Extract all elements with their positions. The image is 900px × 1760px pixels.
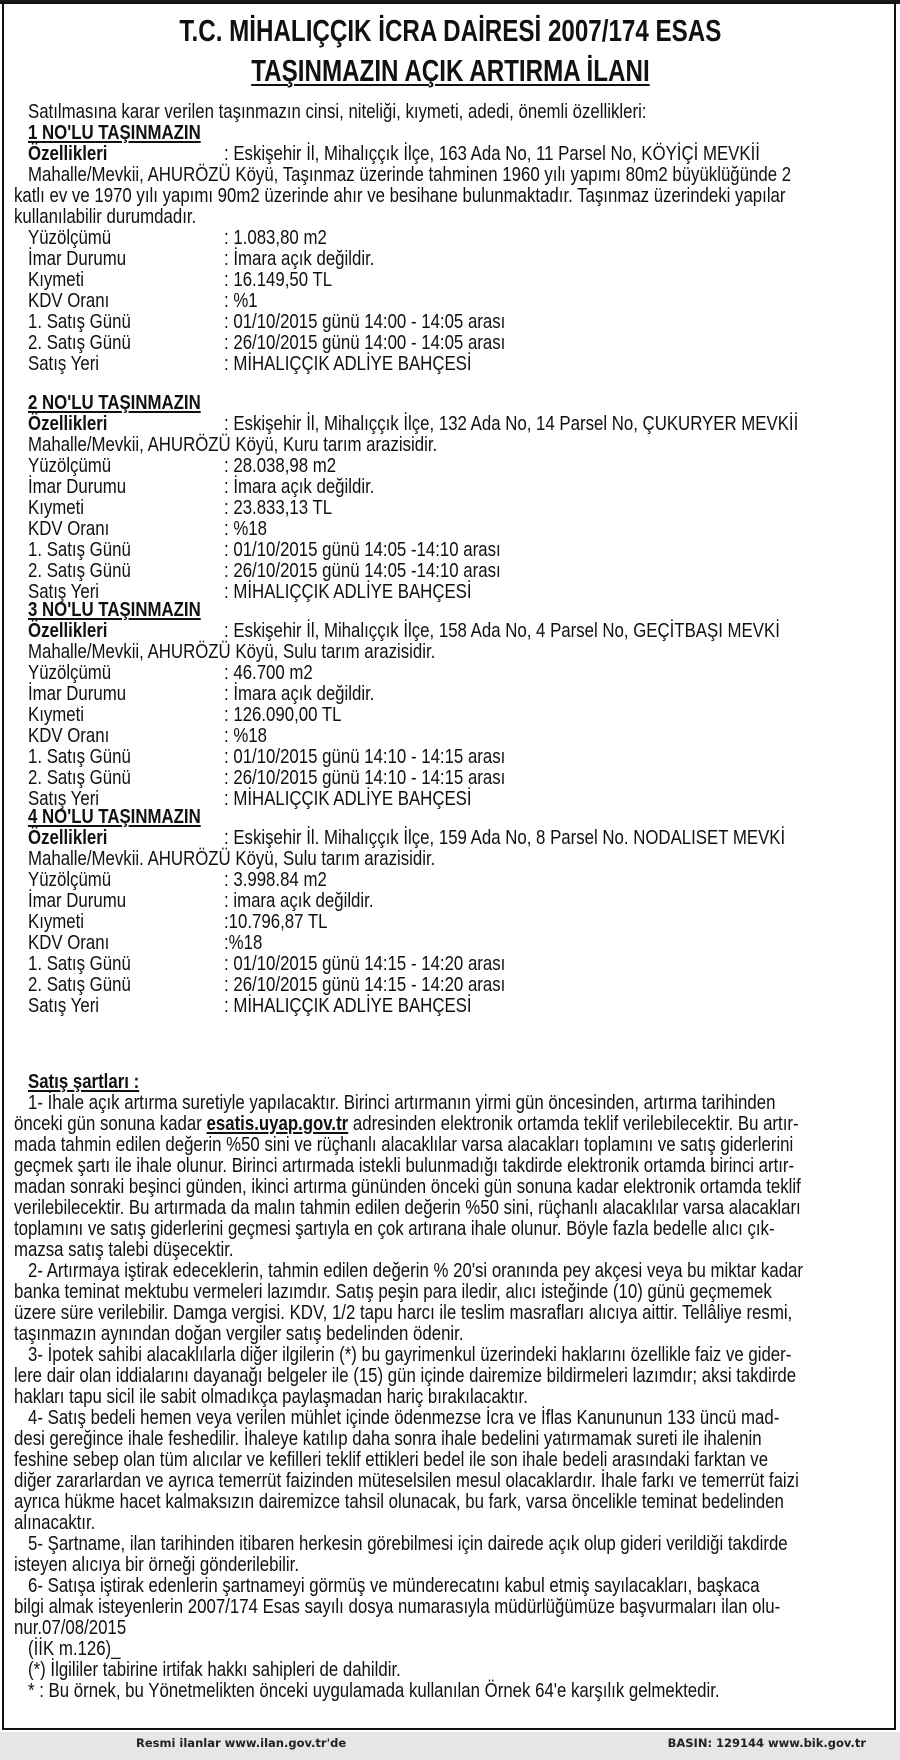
conditions-heading: Satış şartları : xyxy=(28,1070,140,1093)
field-row xyxy=(28,290,888,311)
title-line-1: T.C. MİHALIÇÇIK İCRA DAİRESİ 2007/174 ESAS xyxy=(179,13,721,48)
field-row xyxy=(28,662,888,683)
field-label: İmar Durumu xyxy=(28,247,127,270)
footer-ilan-link[interactable]: Resmi ilanlar www.ilan.gov.tr'de xyxy=(136,1736,347,1750)
features-label: Özellikleri xyxy=(28,619,108,642)
features-continuation: katlı ev ve 1970 yılı yapımı 90m2 üzerinde ahır ve besihane bulunmaktadır. Taşınmaz üzerindeki yapılar xyxy=(14,184,786,207)
field-row xyxy=(28,995,888,1016)
field-label: Yüzölçümü xyxy=(28,454,112,477)
field-label: Kıymeti xyxy=(28,496,85,519)
field-row xyxy=(28,539,888,560)
field-row xyxy=(28,704,888,725)
field-value: : %18 xyxy=(224,724,267,747)
condition-line: desi gereğince ihale feshedilir. İhaleye katılıp daha sonra ihale bedelini yatırmamak sureti ile ihalenin xyxy=(14,1427,762,1450)
features-value: : Eskişehir İl. Mihalıççık İlçe, 159 Ada No, 8 Parsel No. NODALISET MEVKİ xyxy=(224,826,786,849)
field-row xyxy=(28,227,888,248)
field-label: Satış Yeri xyxy=(28,352,100,375)
condition-line: 5- Şartname, ilan tarihinden itibaren herkesin görebilmesi için dairede açık olup gideri verildiği takdirde xyxy=(28,1532,788,1555)
field-value: : MİHALIÇÇIK ADLİYE BAHÇESİ xyxy=(224,580,472,603)
field-label: Yüzölçümü xyxy=(28,661,112,684)
features-continuation: Mahalle/Mevkii, AHURÖZÜ Köyü, Taşınmaz üzerinde tahminen 1960 yılı yapımı 80m2 büyüklüğünde 2 xyxy=(28,163,792,186)
field-value: : 01/10/2015 günü 14:00 - 14:05 arası xyxy=(224,310,506,333)
condition-line: alınacaktır. xyxy=(14,1511,96,1534)
field-row xyxy=(28,455,888,476)
field-label: Satış Yeri xyxy=(28,994,100,1017)
field-row xyxy=(28,476,888,497)
field-row xyxy=(28,869,888,890)
condition-line: taşınmazın aynından doğan vergiler satış bedelinden ödenir. xyxy=(14,1322,464,1345)
features-continuation: Mahalle/Mevkii, AHURÖZÜ Köyü, Sulu tarım arazisidir. xyxy=(28,640,436,663)
condition-line: mada tahmin edilen değerin %50 sini ve rüçhanlı alacaklılar varsa alacakları toplamını ve satış giderlerini xyxy=(14,1133,794,1156)
condition-line: (*) İlgililer tabirine irtifak hakkı sahipleri de dahildir. xyxy=(28,1658,401,1681)
field-row xyxy=(28,248,888,269)
field-row xyxy=(28,353,888,374)
field-value: : %1 xyxy=(224,289,258,312)
field-value: : 28.038,98 m2 xyxy=(224,454,337,477)
features-row xyxy=(28,620,888,641)
features-row xyxy=(28,827,888,848)
field-row xyxy=(28,953,888,974)
field-label: Yüzölçümü xyxy=(28,868,112,891)
field-label: 2. Satış Günü xyxy=(28,331,131,354)
notice-title xyxy=(0,13,900,49)
condition-line: diğer zararlardan ve ayrıca temerrüt faizinden müteselsilen mesul olacaklardır. İhale farkı ve temerrüt faizi xyxy=(14,1469,799,1492)
features-label: Özellikleri xyxy=(28,142,108,165)
field-value: :%18 xyxy=(224,931,263,954)
field-label: İmar Durumu xyxy=(28,682,127,705)
field-label: 1. Satış Günü xyxy=(28,538,131,561)
field-value: : MİHALIÇÇIK ADLİYE BAHÇESİ xyxy=(224,352,472,375)
field-value: : 01/10/2015 günü 14:05 -14:10 arası xyxy=(224,538,501,561)
field-row xyxy=(28,746,888,767)
features-label: Özellikleri xyxy=(28,412,108,435)
condition-line: feshine sebep olan tüm alıcılar ve kefilleri teklif ettikleri bedel ile son ihale bedeli arasındaki farktan ve xyxy=(14,1448,769,1471)
property-heading: 4 NO'LU TAŞINMAZIN xyxy=(28,805,201,828)
condition-line: ayrıca hükme hacet kalmaksızın dairemizce tahsil olunacak, bu fark, varsa öncelikle teminat bedelinden xyxy=(14,1490,784,1513)
condition-line: hakları tapu sicil ile sabit olmadıkça paylaşmadan hariç bırakılacaktır. xyxy=(14,1385,528,1408)
features-row xyxy=(28,143,888,164)
field-label: Kıymeti xyxy=(28,703,85,726)
field-value: : İmara açık değildir. xyxy=(224,475,375,498)
notice-subtitle xyxy=(0,53,900,89)
field-label: 2. Satış Günü xyxy=(28,973,131,996)
condition-line: 6- Satışa iştirak edenlerin şartnameyi görmüş ve münderecatını kabul etmiş sayılacakları, başkaca xyxy=(28,1574,760,1597)
features-label: Özellikleri xyxy=(28,826,108,849)
condition-line: banka teminat mektubu vermeleri lazımdır. Satış peşin para iledir, alıcı isteğinde (10) günü geçmemek xyxy=(14,1280,772,1303)
field-row xyxy=(28,311,888,332)
field-label: 2. Satış Günü xyxy=(28,559,131,582)
condition-line: 1- İhale açık artırma suretiyle yapılacaktır. Birinci artırmanın yirmi gün öncesinden, artırma tarihinden xyxy=(28,1091,776,1114)
field-label: Kıymeti xyxy=(28,268,85,291)
field-label: KDV Oranı xyxy=(28,724,110,747)
field-value: : 26/10/2015 günü 14:00 - 14:05 arası xyxy=(224,331,506,354)
condition-line-with-link: önceki gün sonuna kadar esatis.uyap.gov.tr adresinden elektronik ortamda teklif verilebilecektir. Bu artır- xyxy=(14,1112,799,1135)
field-label: KDV Oranı xyxy=(28,931,110,954)
field-value: : 3.998.84 m2 xyxy=(224,868,327,891)
field-value: : 16.149,50 TL xyxy=(224,268,333,291)
condition-line: nur.07/08/2015 xyxy=(14,1616,127,1639)
features-value: : Eskişehir İl, Mihalıççık İlçe, 163 Ada No, 11 Parsel No, KÖYİÇİ MEVKİİ xyxy=(224,142,760,165)
condition-line: lere dair olan iddialarını dayanağı belgeler ile (15) gün içinde dairemize bildirmeleri lazımdır; aksi takdirde xyxy=(14,1364,797,1387)
field-value: : imara açık değildir. xyxy=(224,889,374,912)
condition-line: 2- Artırmaya iştirak edeceklerin, tahmin edilen değerin % 20'si oranında pey akçesi veya bu miktar kadar xyxy=(28,1259,803,1282)
property-heading: 1 NO'LU TAŞINMAZIN xyxy=(28,121,201,144)
field-value: : 26/10/2015 günü 14:10 - 14:15 arası xyxy=(224,766,506,789)
condition-line: mazsa satış talebi düşecektir. xyxy=(14,1238,234,1261)
field-value: : 01/10/2015 günü 14:10 - 14:15 arası xyxy=(224,745,506,768)
field-value: : 46.700 m2 xyxy=(224,661,313,684)
condition-line: 3- İpotek sahibi alacaklılarla diğer ilgilerin (*) bu gayrimenkul üzerindeki haklarını özellikle faiz ve gider- xyxy=(28,1343,792,1366)
field-row xyxy=(28,332,888,353)
footer-bar xyxy=(0,1732,900,1760)
field-value: : MİHALIÇÇIK ADLİYE BAHÇESİ xyxy=(224,787,472,810)
features-value: : Eskişehir İl, Mihalıççık İlçe, 132 Ada No, 14 Parsel No, ÇUKURYER MEVKİİ xyxy=(224,412,799,435)
field-row xyxy=(28,683,888,704)
features-continuation: Mahalle/Mevkii, AHURÖZÜ Köyü, Kuru tarım arazisidir. xyxy=(28,433,438,456)
field-value: : 26/10/2015 günü 14:05 -14:10 arası xyxy=(224,559,501,582)
condition-line: toplamını ve satış giderlerini geçmesi şartıyla en çok artırana ihale olunur. Böyle fazla bedelle alıcı çık- xyxy=(14,1217,775,1240)
condition-line: * : Bu örnek, bu Yönetmelikten önceki uygulamada kullanılan Örnek 64'e karşılık gelmektedir. xyxy=(28,1679,720,1702)
field-value: : MİHALIÇÇIK ADLİYE BAHÇESİ xyxy=(224,994,472,1017)
condition-line: geçmek şartı ile ihale olunur. Birinci artırmada istekli bulunmadığı takdirde elektronik ortamda birinci artır- xyxy=(14,1154,795,1177)
field-value: : 23.833,13 TL xyxy=(224,496,333,519)
field-value: : İmara açık değildir. xyxy=(224,682,375,705)
field-label: İmar Durumu xyxy=(28,475,127,498)
field-value: : İmara açık değildir. xyxy=(224,247,375,270)
condition-line: 4- Satış bedeli hemen veya verilen mühlet içinde ödenmezse İcra ve İflas Kanununun 133 üncü mad- xyxy=(28,1406,780,1429)
field-value: :10.796,87 TL xyxy=(224,910,328,933)
title-line-2: TAŞINMAZIN AÇIK ARTIRMA İLANI xyxy=(250,53,650,88)
field-label: KDV Oranı xyxy=(28,289,110,312)
field-label: 2. Satış Günü xyxy=(28,766,131,789)
field-row xyxy=(28,911,888,932)
field-row xyxy=(28,269,888,290)
field-row xyxy=(28,890,888,911)
field-label: Satış Yeri xyxy=(28,787,100,810)
property-heading: 3 NO'LU TAŞINMAZIN xyxy=(28,598,201,621)
condition-line: (İİK m.126)_ xyxy=(28,1637,121,1660)
field-row xyxy=(28,974,888,995)
condition-line: verilebilecektir. Bu artırmada da malın tahmin edilen değerin %50 sini, rüçhanlı alacaklılar varsa alacakları xyxy=(14,1196,801,1219)
field-value: : %18 xyxy=(224,517,267,540)
condition-line: isteyen alıcıya bir örneği gönderilebilir. xyxy=(14,1553,300,1576)
condition-line: bilgi almak isteyenlerin 2007/174 Esas sayılı dosya numarasıyla müdürlüğümüze başvurmaları ilan olu- xyxy=(14,1595,781,1618)
field-label: 1. Satış Günü xyxy=(28,952,131,975)
features-value: : Eskişehir İl, Mihalıççık İlçe, 158 Ada No, 4 Parsel No, GEÇİTBAŞI MEVKİ xyxy=(224,619,780,642)
features-continuation: kullanılabilir durumdadır. xyxy=(14,205,197,228)
intro-text: Satılmasına karar verilen taşınmazın cinsi, niteliği, kıymeti, adedi, önemli özellikleri: xyxy=(28,100,647,123)
field-row xyxy=(28,560,888,581)
field-label: 1. Satış Günü xyxy=(28,745,131,768)
features-continuation: Mahalle/Mevkii. AHURÖZÜ Köyü, Sulu tarım arazisidir. xyxy=(28,847,436,870)
property-heading: 2 NO'LU TAŞINMAZIN xyxy=(28,391,201,414)
esatis-link[interactable]: esatis.uyap.gov.tr xyxy=(206,1112,349,1135)
footer-basin-info: BASIN: 129144 www.bik.gov.tr xyxy=(667,1736,866,1750)
field-label: İmar Durumu xyxy=(28,889,127,912)
field-value: : 26/10/2015 günü 14:15 - 14:20 arası xyxy=(224,973,506,996)
field-row xyxy=(28,767,888,788)
field-row xyxy=(28,518,888,539)
field-label: KDV Oranı xyxy=(28,517,110,540)
field-row xyxy=(28,725,888,746)
field-row xyxy=(28,932,888,953)
field-value: : 126.090,00 TL xyxy=(224,703,342,726)
field-value: : 1.083,80 m2 xyxy=(224,226,327,249)
field-row xyxy=(28,497,888,518)
field-label: Satış Yeri xyxy=(28,580,100,603)
features-row xyxy=(28,413,888,434)
field-label: Kıymeti xyxy=(28,910,85,933)
field-label: Yüzölçümü xyxy=(28,226,112,249)
field-value: : 01/10/2015 günü 14:15 - 14:20 arası xyxy=(224,952,506,975)
condition-line: madan sonraki beşinci günden, ikinci artırma gününden önceki gün sonuna kadar elektronik ortamda teklif xyxy=(14,1175,801,1198)
field-label: 1. Satış Günü xyxy=(28,310,131,333)
condition-line: üzere süre verilebilir. Damga vergisi. KDV, 1/2 tapu harcı ile teslim masrafları alıcıya aittir. Tellâliye resmi, xyxy=(14,1301,793,1324)
